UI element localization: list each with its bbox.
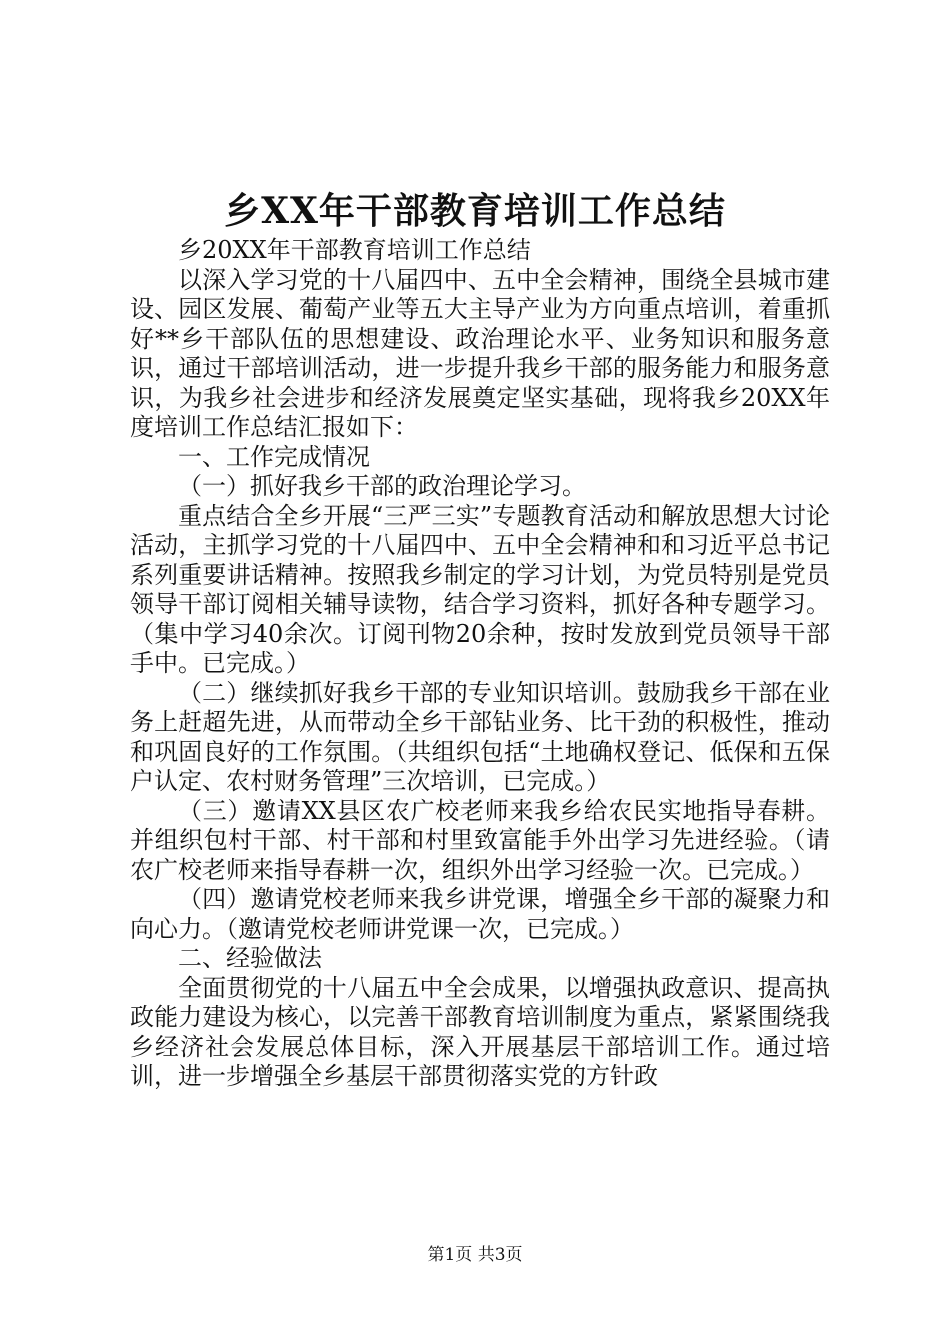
section-heading-1: 一、工作完成情况 — [178, 442, 370, 471]
document-title: 乡XX年干部教育培训工作总结 — [224, 190, 726, 232]
page-footer: 第1页 共3页 — [427, 1245, 523, 1265]
subtitle-paragraph: 乡20XX年干部教育培训工作总结 — [178, 236, 531, 264]
body-paragraph: 重点结合全乡开展“三严三实”专题教育活动和解放思想大讨论活动，主抓学习党的十八届四中、五中全会精神和和习近平总书记系列重要讲话精神。按照我乡制定的学习计划，为党员特别是党员领导干部订阅相关辅导读物，结合学习资料，抓好各种专题学习。（集中学习40余次。订阅刊物20余种，按时发放到党员领导干部手中。已完成。） — [130, 501, 830, 677]
subsection-heading-1: （一）抓好我乡干部的政治理论学习。 — [178, 472, 586, 500]
document-body — [130, 236, 830, 1092]
section-heading-2: 二、经验做法 — [178, 944, 322, 972]
subsection-paragraph-4: （四）邀请党校老师来我乡讲党课，增强全乡干部的凝聚力和向心力。（邀请党校老师讲党课一次，已完成。） — [130, 885, 830, 943]
body-paragraph: 全面贯彻党的十八届五中全会成果，以增强执政意识、提高执政能力建设为核心，以完善干部教育培训制度为重点，紧紧围绕我乡经济社会发展总体目标，深入开展基层干部培训工作。通过培训，进一步增强全乡基层干部贯彻落实党的方针政 — [130, 973, 830, 1090]
subsection-paragraph-2: （二）继续抓好我乡干部的专业知识培训。鼓励我乡干部在业务上赶超先进，从而带动全乡干部钻业务、比干劲的积极性，推动和巩固良好的工作氛围。（共组织包括“土地确权登记、低保和五保户认定、农村财务管理”三次培训，已完成。） — [130, 678, 830, 795]
subsection-paragraph-3: （三）邀请XX县区农广校老师来我乡给农民实地指导春耕。并组织包村干部、村干部和村里致富能手外出学习先进经验。（请农广校老师来指导春耕一次，组织外出学习经验一次。已完成。） — [130, 796, 830, 884]
intro-paragraph: 以深入学习党的十八届四中、五中全会精神，围绕全县城市建设、园区发展、葡萄产业等五大主导产业为方向重点培训，着重抓好**乡干部队伍的思想建设、政治理论水平、业务知识和服务意识，通过干部培训活动，进一步提升我乡干部的服务能力和服务意识，为我乡社会进步和经济发展奠定坚实基础，现将我乡20XX年度培训工作总结汇报如下： — [130, 265, 830, 441]
